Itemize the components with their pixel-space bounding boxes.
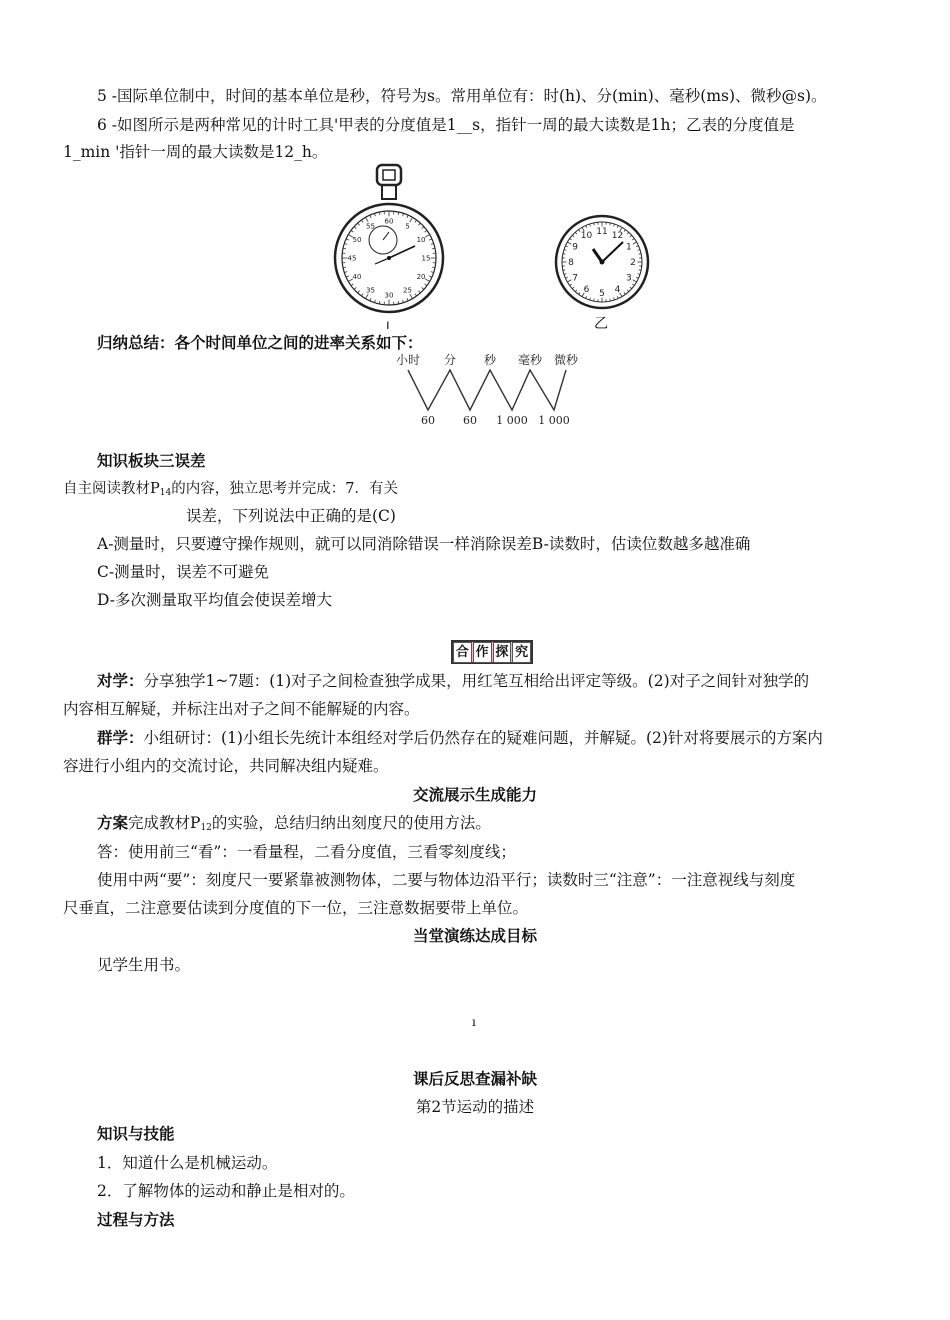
dial-tick [425,279,430,282]
dial-tick [575,290,577,292]
dial-tick [639,270,641,271]
dial-tick [361,294,363,296]
qunxue-line-1: 群学：小组研讨：(1)小组长先统计本组经对学后仍然存在的疑难问题，并解疑。(2)针对将要展示的方案内 [97,729,823,747]
answer-line-3: 尺垂直，二注意要估读到分度值的下一位，三注意数据要带上单位。 [63,899,529,917]
dial-tick [590,224,591,226]
dial-tick [351,284,353,286]
dial-tick [570,238,572,239]
dial-tick [422,287,424,289]
duixue-line-1: 对学：分享独学1~7题：(1)对子之间检查独学成果，用红笔互相给出评定等级。(2)对子之间针对独学的 [97,672,810,690]
practice-title: 当堂演练达成目标 [412,927,537,945]
dial-tick [586,296,587,298]
exchange-title: 交流展示生成能力 [412,786,537,804]
dial-tick [624,292,625,294]
dial-tick [594,299,595,301]
dial-tick [425,235,430,238]
dial-tick [351,230,353,232]
dial-tick [354,227,356,229]
dial-number: 20 [416,273,426,281]
dial-number: 35 [366,286,375,295]
dial-tick [344,243,347,244]
cooperative-inquiry-badge: 合 作 探 究 [451,640,533,664]
dial-tick [572,287,574,289]
dial-tick [407,215,408,218]
stopwatch-figure [333,160,445,330]
unit-name: 微秒 [553,353,579,367]
practice-text: 见学生用书。 [97,956,191,974]
dial-number: 25 [403,286,412,295]
dial-tick [403,300,404,303]
dial-tick [572,235,574,237]
question-6-line-2: 1_min '指针一周的最大读数是12_h。 [63,143,328,161]
unit-name: 分 [443,353,457,367]
dial-tick [632,284,634,285]
dial-tick [429,239,432,240]
dial-tick [630,287,632,289]
dial-tick [354,287,356,289]
dial-tick [575,232,577,234]
plan-line: 方案完成教材$P_{12}$的实验，总结归纳出刻度尺的使用方法。 [97,814,491,833]
dial-number: 1 [625,242,632,253]
dial-tick [632,238,634,239]
process-methods-title: 过程与方法 [97,1211,175,1229]
dial-tick [425,284,427,286]
conversion-rate: 60 [463,414,477,427]
dial-tick [422,227,424,229]
dial-tick [344,272,347,273]
dial-tick [624,230,625,232]
dial-tick [633,242,637,244]
dial-tick [636,277,638,278]
reading-instruction: 自主阅读教材$P_{14}$的内容，独立思考并完成：7．有关 [63,481,398,498]
knowledge-item-2: 2．了解物体的运动和静止是相对的。 [97,1182,355,1200]
duixue-line-2: 内容相互解疑，并标注出对子之间不能解疑的内容。 [63,700,420,718]
dial-number: 5 [405,222,410,231]
clock-label: 乙 [594,316,608,332]
dial-number: 11 [596,227,608,237]
dial-tick [610,223,611,225]
dial-tick [564,250,566,251]
dial-tick [374,300,375,303]
dial-tick [407,298,408,301]
dial-tick [627,232,629,234]
unit-conversion-diagram [390,350,590,430]
dial-tick [565,277,567,278]
dial-number: 8 [568,258,574,268]
dial-tick [563,270,565,271]
dial-tick [633,280,637,282]
dial-tick [617,225,618,227]
dial-tick [346,239,349,240]
dial-tick [564,274,566,275]
dial-number: 7 [572,273,579,284]
dial-tick [366,217,369,222]
question-7-option-c: C-测量时，误差不可避免 [97,563,270,581]
dial-number: 30 [384,291,394,300]
dial-tick [565,246,567,247]
dial-tick [370,215,371,218]
question-6-line-1: 6 -如图所示是两种常见的计时工具'甲表的分度值是1__s，指针一周的最大读数是1h；乙表的分度值是 [97,116,795,134]
dial-number: 3 [625,273,632,284]
dial-tick [410,217,413,222]
dial-tick [415,220,417,222]
dial-tick [418,291,420,293]
dial-tick [578,230,579,232]
stopwatch-label: ı [386,318,390,333]
dial-tick [570,284,572,285]
section3-title: 知识板块三误差 [97,452,206,470]
conversion-rate: 60 [421,414,435,427]
dial-tick [614,298,615,300]
dial-tick [366,294,369,299]
dial-tick [563,254,565,255]
dial-number: 60 [384,217,394,226]
dial-tick [578,292,579,294]
dial-number: 6 [583,284,590,295]
dial-tick [370,298,371,301]
dial-tick [586,225,587,227]
dial-tick [614,224,615,226]
unit-name: 秒 [483,353,497,367]
dial-number: 12 [611,231,624,242]
dial-tick [374,213,375,216]
dial-tick [627,290,629,292]
conversion-rate: 1 000 [496,414,528,427]
knowledge-item-1: 1．知道什么是机械运动。 [97,1154,278,1172]
dial-tick [567,280,571,282]
dial-tick [346,276,349,277]
dial-tick [358,291,360,293]
dial-tick [418,223,420,225]
question-7-option-d: D-多次测量取平均值会使误差增大 [97,591,332,609]
dial-tick [567,242,571,244]
dial-tick [431,272,434,273]
dial-tick [425,230,427,232]
answer-line-1: 答：使用前三“看”：一看量程，二看分度值，三看零刻度线； [97,843,516,861]
dial-number: 10 [416,236,426,244]
unit-name: 小时 [395,353,421,367]
question-7-stem: 误差，下列说法中正确的是(C) [186,507,396,525]
dial-tick [610,299,611,301]
dial-tick [590,298,591,300]
question-7-options-ab: A-测量时，只要遵守操作规则，就可以同消除错误一样消除误差B-读数时，估读位数越多越准确 [97,535,751,553]
dial-tick [639,254,641,255]
dial-tick [410,294,413,299]
dial-tick [617,296,618,298]
question-5: 5 -国际单位制中，时间的基本单位是秒，符号为s。常用单位有：时(h)、分(min)、毫秒(ms)、微秒@s)。 [97,87,827,105]
dial-number: 4 [614,284,621,295]
dial-tick [630,235,632,237]
dial-tick [636,246,638,247]
stray-mark: ı [472,1015,476,1029]
dial-number: 50 [352,236,362,244]
dial-number: 15 [421,254,431,263]
wall-clock-figure [553,212,651,312]
section2-title: 第2节运动的描述 [415,1098,535,1116]
dial-number: 9 [572,242,579,253]
dial-tick [638,274,640,275]
dial-tick [429,276,432,277]
dial-number: 10 [580,231,593,242]
dial-tick [638,250,640,251]
reflection-title: 课后反思查漏补缺 [412,1070,537,1088]
dial-tick [415,294,417,296]
dial-number: 55 [366,222,375,231]
dial-tick [594,223,595,225]
conversion-rate: 1 000 [538,414,570,427]
dial-tick [361,220,363,222]
dial-number: 40 [352,273,362,281]
summary-label: 归纳总结：各个时间单位之间的进率关系如下： [97,334,423,352]
dial-tick [403,213,404,216]
dial-number: 2 [630,258,636,268]
unit-name: 毫秒 [517,353,543,367]
answer-line-2: 使用中两“要”：刻度尺一要紧靠被测物体，二要与物体边沿平行；读数时三“注意”：一注意视线与刻度 [97,871,796,889]
dial-number: 5 [599,289,605,299]
dial-tick [431,243,434,244]
dial-tick [358,223,360,225]
dial-number: 45 [347,254,357,263]
knowledge-skills-title: 知识与技能 [97,1125,175,1143]
qunxue-line-2: 容进行小组内的交流讨论，共同解决组内疑难。 [63,757,389,775]
